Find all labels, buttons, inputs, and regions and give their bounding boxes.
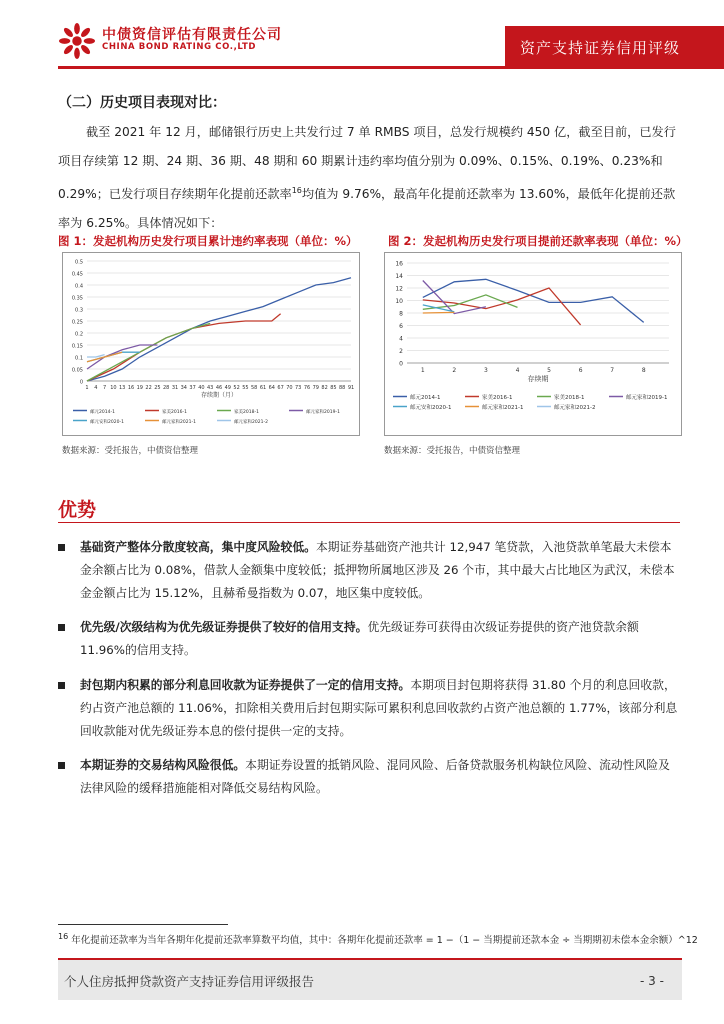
- x-tick-label: 7: [103, 385, 107, 391]
- footnote-number: 16: [58, 932, 69, 941]
- section-advantages-heading: 优势: [58, 499, 97, 521]
- figure2-chart: [384, 252, 682, 436]
- x-tick-label: 6: [578, 367, 583, 374]
- bullet-square-icon: [58, 762, 65, 769]
- figure2-title: 图 2：发起机构历史发行项目提前还款率表现（单位：%）: [388, 234, 688, 248]
- x-tick-label: 16: [127, 385, 135, 391]
- advantage-text: 本期证券设置的抵销风险、混同风险、后备贷款服务机构缺位风险、流动性风险及法律风险的缓释措施能相对降低交易结构风险。: [80, 758, 670, 795]
- legend-label: 邮元2014-1: [410, 395, 441, 401]
- y-tick-label: 8: [399, 310, 403, 318]
- series-line: [423, 312, 455, 313]
- x-tick-label: 8: [641, 367, 646, 374]
- x-tick-label: 67: [277, 385, 284, 391]
- x-tick-label: 1: [420, 367, 425, 374]
- x-tick-label: 4: [515, 367, 520, 374]
- advantage-item: [58, 536, 680, 605]
- company-name-en: CHINA BOND RATING CO.,LTD: [102, 42, 257, 52]
- figure1-source: 数据来源：受托报告，中债资信整理: [62, 446, 199, 456]
- x-tick-label: 91: [347, 385, 355, 391]
- bullet-square-icon: [58, 682, 65, 689]
- x-tick-label: 28: [163, 385, 170, 391]
- x-tick-label: 4: [94, 385, 98, 391]
- paragraph-text-a: 截至 2021 年 12 月，邮储银行历史上共发行过 7 单 RMBS 项目，总发行规模约 450 亿，截至目前，已发行项目存续第 12 期、24 期、36 期、48 期和 60 期累计违约率均值分别为 0.09%、0.15%、0.19%、0.23%和 0.29%；已发行项目存续期年化提前还款率: [58, 125, 676, 202]
- company-logo-icon: [58, 22, 96, 60]
- advantage-text: 本期项目封包期将获得 31.80 个月的利息回收款，约占资产池总额的 11.06%，扣除相关费用后封包期实际可累积利息回收款约占资产池总额的 1.77%，该部分利息回收款能对优先级证券本息的偿付提供一定的支持。: [80, 678, 678, 738]
- footnote-ref[interactable]: 16: [291, 186, 302, 195]
- legend-label: 邮元家和2021-1: [162, 420, 196, 425]
- x-tick-label: 79: [312, 385, 319, 391]
- footnote-divider: [58, 924, 228, 925]
- x-tick-label: 13: [119, 385, 126, 391]
- figure1-chart: [62, 252, 360, 436]
- header-band-title: 资产支持证券信用评级: [520, 39, 681, 57]
- series-line: [423, 295, 518, 309]
- x-tick-label: 10: [110, 385, 117, 391]
- section-history-heading: （二）历史项目表现对比：: [58, 95, 226, 111]
- y-tick-label: 0.1: [75, 355, 83, 362]
- y-tick-label: 0.5: [75, 259, 83, 266]
- x-tick-label: 85: [330, 385, 337, 391]
- y-tick-label: 0.2: [75, 331, 83, 338]
- legend-label: 邮元家和2019-1: [306, 410, 340, 415]
- advantage-item: [58, 616, 680, 662]
- company-name-cn: 中债资信评估有限责任公司: [102, 27, 282, 43]
- page-number: - 3 -: [640, 974, 664, 988]
- legend-label: 邮元家和2021-2: [234, 420, 268, 425]
- x-tick-label: 52: [233, 385, 240, 391]
- x-tick-label: 34: [180, 385, 187, 391]
- x-tick-label: 70: [286, 385, 293, 391]
- advantage-item: [58, 754, 680, 800]
- footer-report-title: 个人住房抵押贷款资产支持证券信用评级报告: [64, 974, 315, 989]
- legend-label: 邮元家和2021-2: [554, 405, 596, 411]
- x-tick-label: 37: [189, 385, 196, 391]
- x-tick-label: 3: [484, 367, 488, 374]
- legend-label: 邮元安和2020-1: [410, 405, 452, 411]
- advantage-text: 优先级证券可获得由次级证券提供的资产池贷款余额 11.96%的信用支持。: [80, 620, 639, 657]
- header-divider: [58, 66, 724, 69]
- legend-label: 邮元2014-1: [90, 410, 115, 415]
- x-axis-label: 存续期: [527, 375, 549, 383]
- x-tick-label: 25: [154, 385, 161, 391]
- y-tick-label: 0.3: [75, 307, 83, 314]
- y-tick-label: 0: [399, 360, 403, 368]
- footnote: [58, 932, 698, 946]
- advantage-lead: 优先级/次级结构为优先级证券提供了较好的信用支持。: [80, 620, 368, 634]
- x-tick-label: 76: [303, 385, 311, 391]
- advantage-item: [58, 674, 680, 743]
- section-advantages-divider: [58, 522, 680, 523]
- x-tick-label: 1: [85, 385, 89, 391]
- x-tick-label: 88: [339, 385, 346, 391]
- y-tick-label: 16: [395, 260, 403, 268]
- y-tick-label: 14: [395, 273, 403, 280]
- legend-label: 邮元安和2020-1: [90, 420, 124, 425]
- y-tick-label: 2: [399, 348, 403, 355]
- y-tick-label: 0.15: [71, 343, 83, 350]
- bullet-square-icon: [58, 544, 65, 551]
- x-tick-label: 31: [171, 385, 179, 391]
- legend-label: 家美2018-1: [554, 395, 585, 401]
- x-tick-label: 19: [136, 385, 143, 391]
- legend-label: 家美2016-1: [482, 395, 513, 401]
- x-tick-label: 46: [215, 385, 223, 391]
- y-tick-label: 4: [399, 335, 403, 343]
- figure2-source: 数据来源：受托报告，中债资信整理: [384, 446, 521, 456]
- footnote-text: 年化提前还款率为当年各期年化提前还款率算数平均值，其中：各期年化提前还款率 = 1 −（1 − 当期提前还款本金 ÷ 当期期初未偿本金余额）^12: [71, 935, 698, 947]
- y-tick-label: 0.35: [71, 295, 83, 302]
- x-tick-label: 55: [242, 385, 249, 391]
- series-line: [87, 355, 105, 357]
- x-tick-label: 58: [251, 385, 258, 391]
- y-tick-label: 12: [395, 285, 403, 293]
- x-tick-label: 64: [268, 385, 275, 391]
- x-tick-label: 73: [295, 385, 302, 391]
- y-tick-label: 0.25: [71, 319, 83, 326]
- x-tick-label: 43: [207, 385, 214, 391]
- x-tick-label: 49: [224, 385, 231, 391]
- bullet-square-icon: [58, 624, 65, 631]
- x-tick-label: 22: [145, 385, 152, 391]
- advantage-text: 本期证券基础资产池共计 12,947 笔贷款，入池贷款单笔最大未偿本金余额占比为 0.08%，借款人金额集中度较低；抵押物所属地区涉及 26 个市，其中最大占比地区为武汉，未偿本金金额占比为 15.12%，且赫希曼指数为 0.07，地区集中度较低。: [80, 540, 675, 600]
- y-tick-label: 0.45: [71, 271, 83, 278]
- advantage-lead: 封包期内积累的部分利息回收款为证券提供了一定的信用支持。: [80, 678, 411, 692]
- legend-label: 家美2018-1: [234, 410, 259, 415]
- x-axis-label: 存续期（月）: [200, 392, 238, 399]
- y-tick-label: 6: [399, 323, 403, 330]
- x-tick-label: 82: [321, 385, 328, 391]
- section-history-paragraph: [58, 118, 680, 238]
- y-tick-label: 0.05: [71, 367, 83, 374]
- paragraph-text-b: 均值为 9.76%，最高年化提前还款率为 13.60%，最低年化提前还款率为 6.25%。具体情况如下：: [58, 187, 676, 231]
- series-line: [423, 279, 644, 322]
- series-line: [87, 278, 351, 381]
- y-tick-label: 0: [79, 379, 83, 386]
- legend-label: 家美2016-1: [162, 410, 187, 415]
- x-tick-label: 61: [259, 385, 267, 391]
- x-tick-label: 5: [547, 367, 551, 374]
- y-tick-label: 10: [395, 298, 403, 305]
- y-tick-label: 0.4: [75, 283, 83, 290]
- legend-label: 邮元家和2021-1: [482, 405, 524, 411]
- figure1-title: 图 1：发起机构历史发行项目累计违约率表现（单位：%）: [58, 234, 358, 248]
- x-tick-label: 7: [610, 367, 615, 374]
- advantage-lead: 基础资产整体分散度较高，集中度风险较低。: [80, 540, 316, 554]
- advantage-lead: 本期证券的交易结构风险很低。: [80, 758, 246, 772]
- x-tick-label: 2: [452, 367, 457, 374]
- legend-label: 邮元家和2019-1: [626, 395, 668, 401]
- x-tick-label: 40: [198, 385, 205, 391]
